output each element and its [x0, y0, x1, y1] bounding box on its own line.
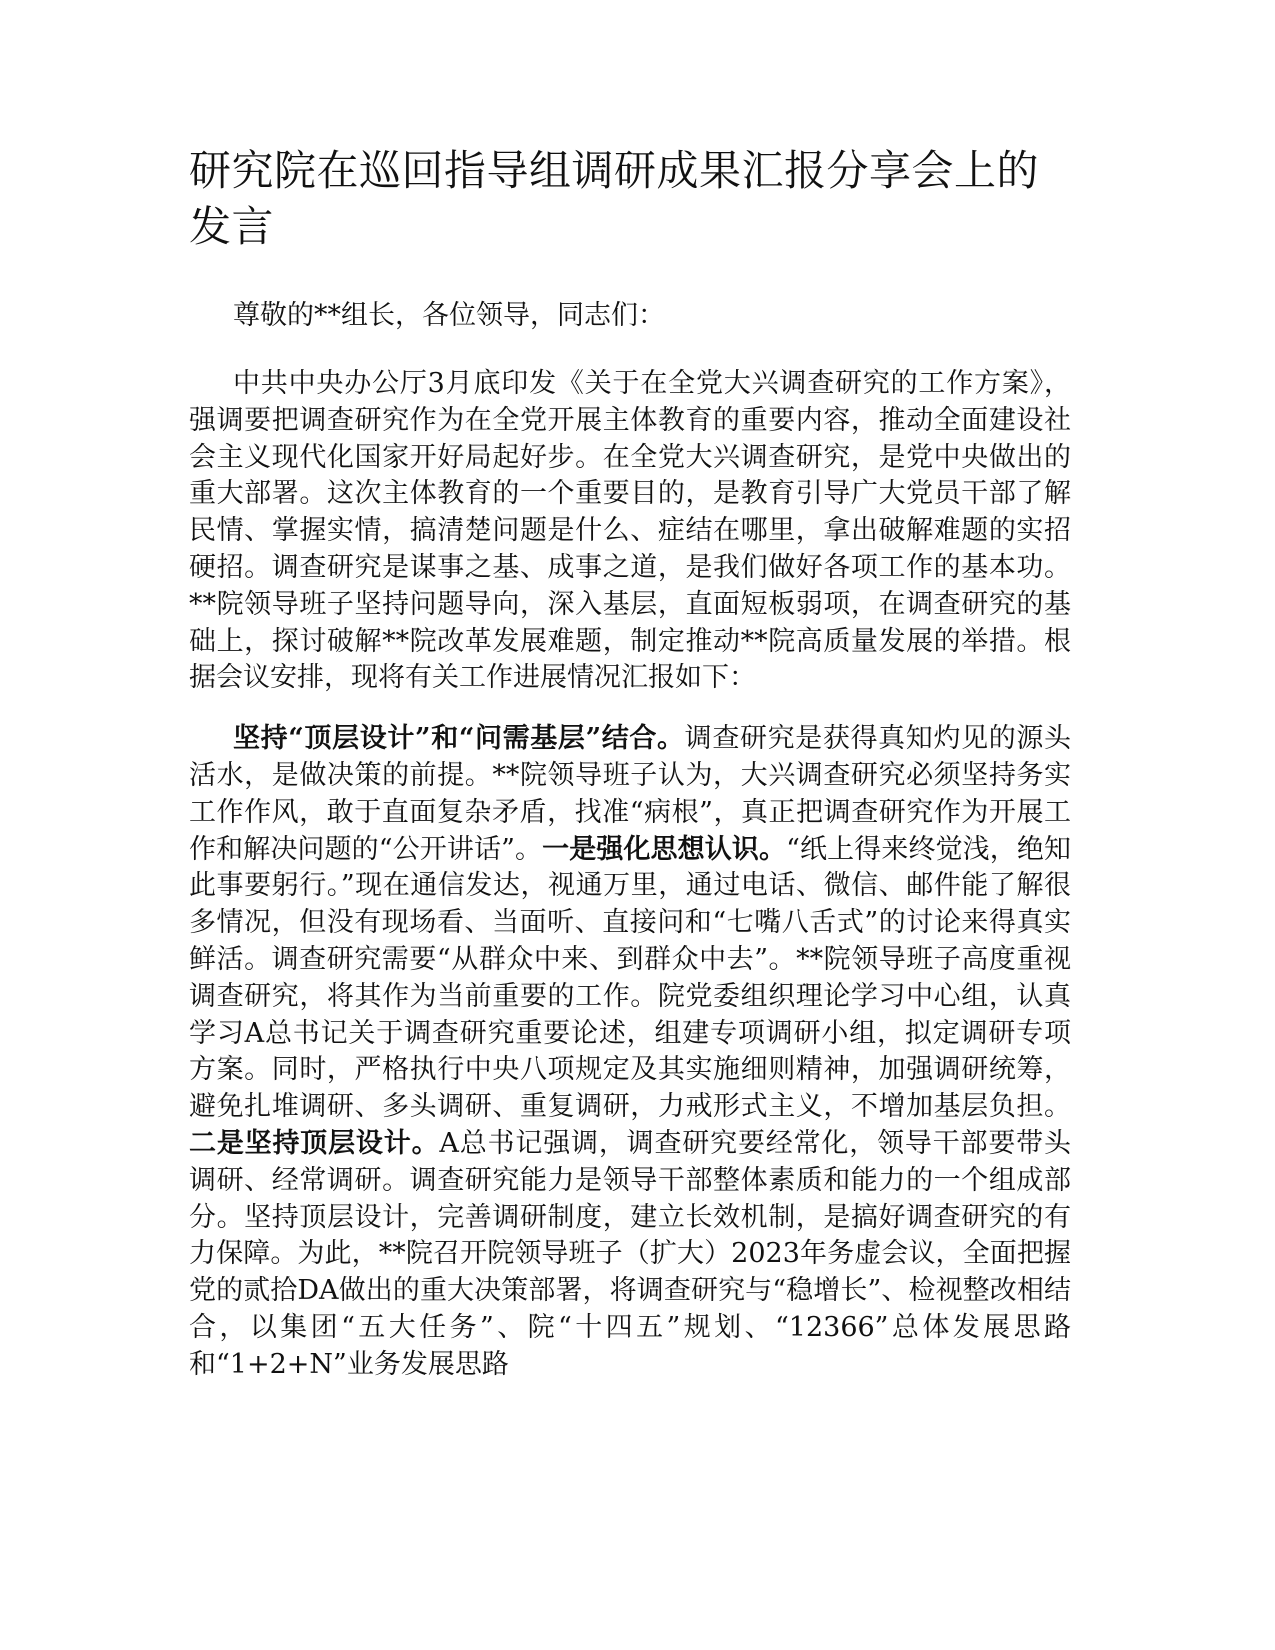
- section-heading: 坚持“顶层设计”和“问需基层”结合。: [233, 723, 685, 755]
- salutation: 尊敬的**组长，各位领导，同志们：: [233, 300, 665, 331]
- section-point-2: 二是坚持顶层设计。: [189, 1127, 440, 1159]
- section-point-1: 一是强化思想认识。: [542, 833, 787, 865]
- body-paragraph-intro: 中共中央办公厅3月底印发《关于在全党大兴调查研究的工作方案》，强调要把调查研究作为在全党开展主体教育的重要内容，推动全面建设社会主义现代化国家开好局起好步。在全党大兴调查研究，是党中央做出的重大部署。这次主体教育的一个重要目的，是教育引导广大党员干部了解民情、掌握实情，搞清楚问题是什么、症结在哪里，拿出破解难题的实招硬招。调查研究是谋事之基、成事之道，是我们做好各项工作的基本功。**院领导班子坚持问题导向，深入基层，直面短板弱项，在调查研究的基础上，探讨破解**院改革发展难题，制定推动**院高质量发展的举措。根据会议安排，现将有关工作进展情况汇报如下：: [189, 368, 1071, 694]
- section-text-3: A总书记强调，调查研究要经常化，领导干部要带头调研、经常调研。调查研究能力是领导干部整体素质和能力的一个组成部分。坚持顶层设计，完善调研制度，建立长效机制，是搞好调查研究的有力保障。为此，**院召开院领导班子（扩大）2023年务虚会议，全面把握党的贰拾DA做出的重大决策部署，将调查研究与“稳增长”、检视整改相结合，以集团“五大任务”、院“十四五”规划、“12366”总体发展思路和“1+2+N”业务发展思路: [189, 1127, 1072, 1380]
- document-content: [189, 143, 1071, 1384]
- body-paragraph-section: [189, 721, 1071, 1383]
- document-title: 研究院在巡回指导组调研成果汇报分享会上的发言: [189, 146, 1040, 251]
- section-text-2: “纸上得来终觉浅，绝知此事要躬行。”现在通信发达，视通万里，通过电话、微信、邮件能了解很多情况，但没有现场看、当面听、直接问和“七嘴八舌式”的讨论来得真实鲜活。调查研究需要“从群众中来、到群众中去”。**院领导班子高度重视调查研究，将其作为当前重要的工作。院党委组织理论学习中心组，认真学习A总书记关于调查研究重要论述，组建专项调研小组，拟定调研专项方案。同时，严格执行中央八项规定及其实施细则精神，加强调研统筹，避免扎堆调研、多头调研、重复调研，力戒形式主义，不增加基层负担。: [189, 833, 1071, 1123]
- section-text-1: 调查研究是获得真知灼见的源头活水，是做决策的前提。**院领导班子认为，大兴调查研究必须坚持务实工作作风，敢于直面复杂矛盾，找准“病根”，真正把调查研究作为开展工作和解决问题的“公开讲话”。: [189, 723, 1072, 865]
